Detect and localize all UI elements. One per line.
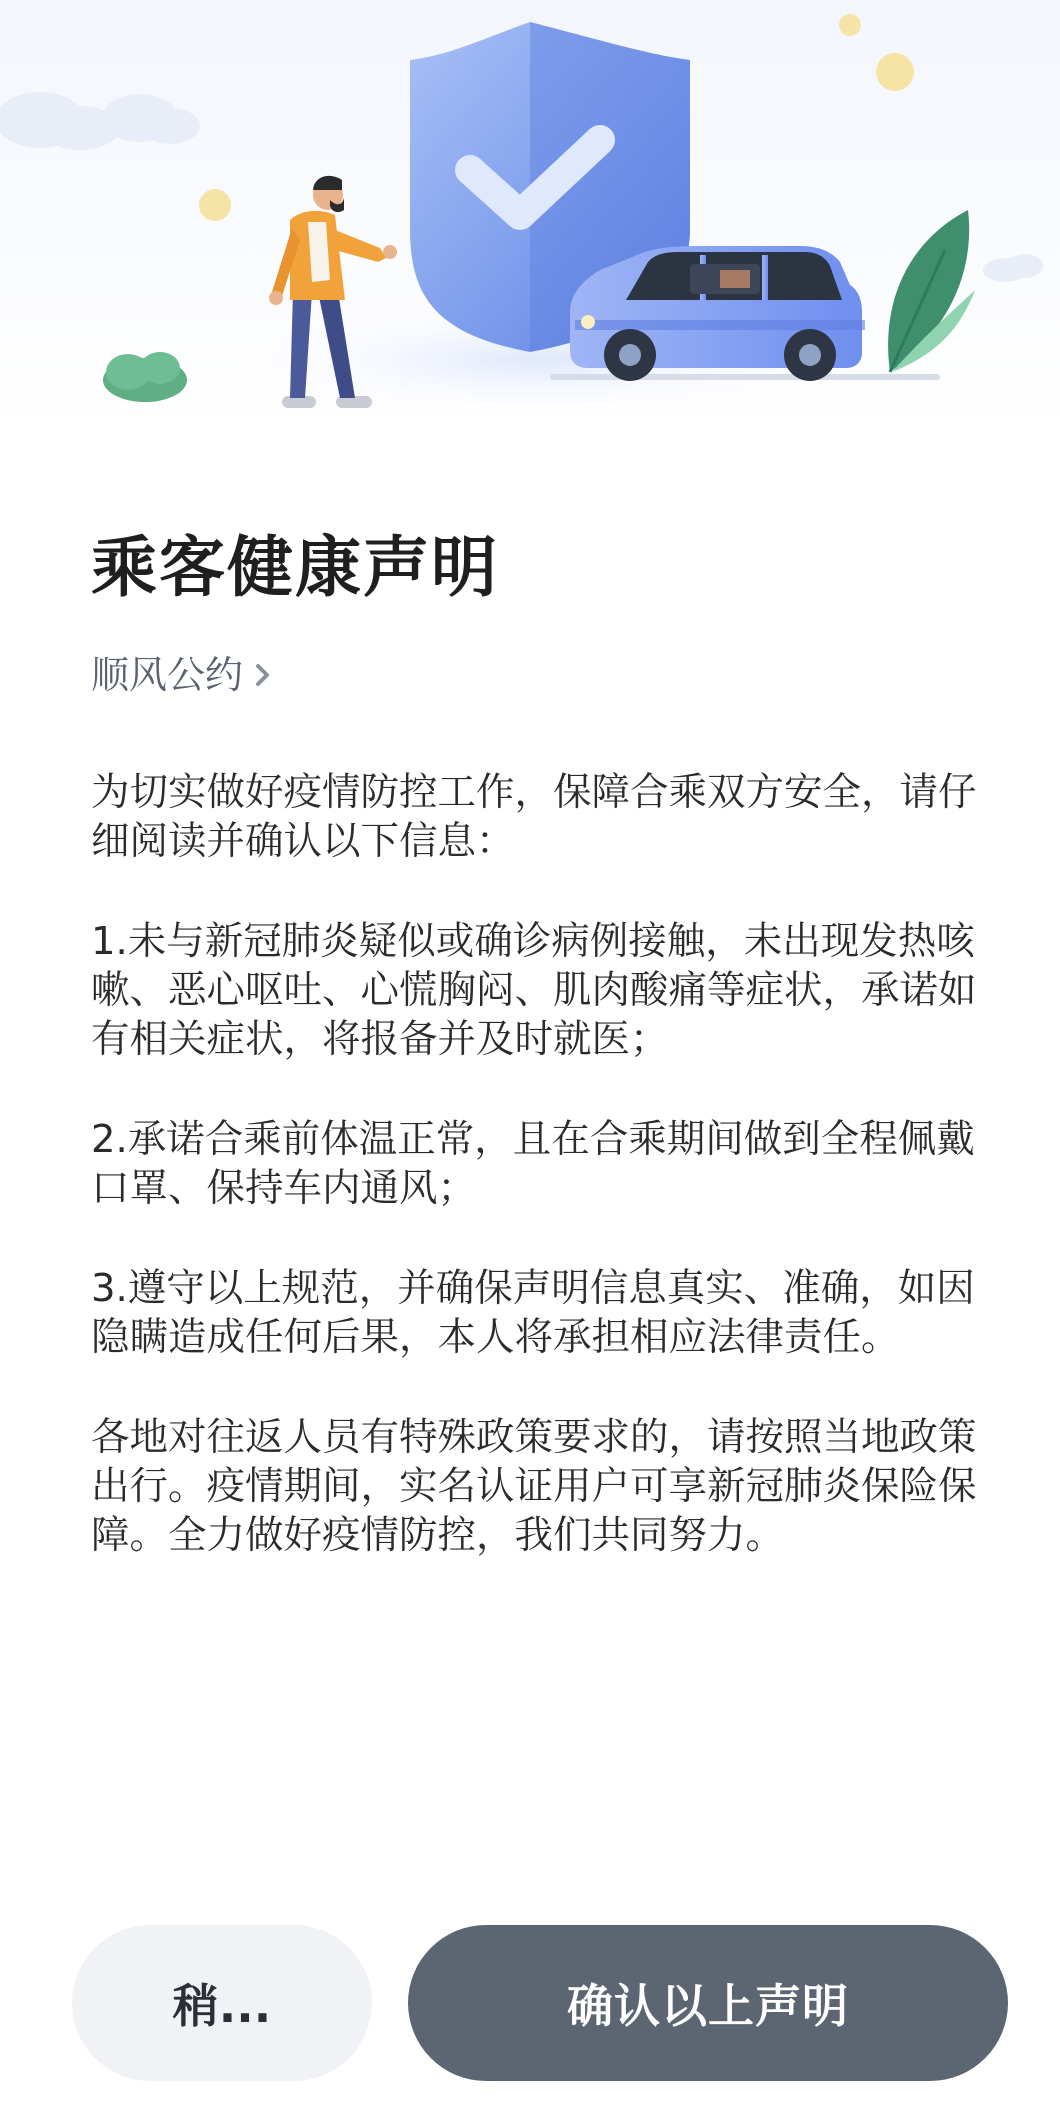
declaration-item-2: 2.承诺合乘前体温正常，且在合乘期间做到全程佩戴口罩、保持车内通风； [91, 1117, 975, 1211]
declaration-item-1: 1.未与新冠肺炎疑似或确诊病例接触，未出现发热咳嗽、恶心呕吐、心慌胸闷、肌肉酸痛等症状，承诺如有相关症状，将报备并及时就医； [91, 919, 977, 1062]
confirm-declaration-button[interactable]: 确认以上声明 [408, 1925, 1008, 2081]
later-button[interactable]: 稍... [72, 1925, 372, 2081]
car-icon [570, 246, 865, 381]
sun-icon [876, 53, 914, 91]
declaration-item-3: 3.遵守以上规范，并确保声明信息真实、准确，如因隐瞒造成任何后果，本人将承担相应法律责任。 [91, 1266, 975, 1360]
declaration-policy-note: 各地对往返人员有特殊政策要求的，请按照当地政策出行。疫情期间，实名认证用户可享新冠肺炎保险保障。全力做好疫情防控，我们共同努力。 [91, 1415, 977, 1558]
bush-icon [103, 352, 187, 402]
hero-illustration [0, 0, 1060, 430]
sun-icon [839, 14, 861, 36]
sun-icon [199, 189, 231, 221]
declaration-body [91, 768, 991, 1611]
page-title: 乘客健康声明 [91, 529, 499, 606]
declaration-intro: 为切实做好疫情防控工作，保障合乘双方安全，请仔细阅读并确认以下信息： [91, 770, 977, 864]
chevron-right-icon [253, 648, 273, 702]
rideshare-agreement-link[interactable] [91, 648, 273, 702]
agreement-link-label: 顺风公约 [91, 653, 244, 697]
